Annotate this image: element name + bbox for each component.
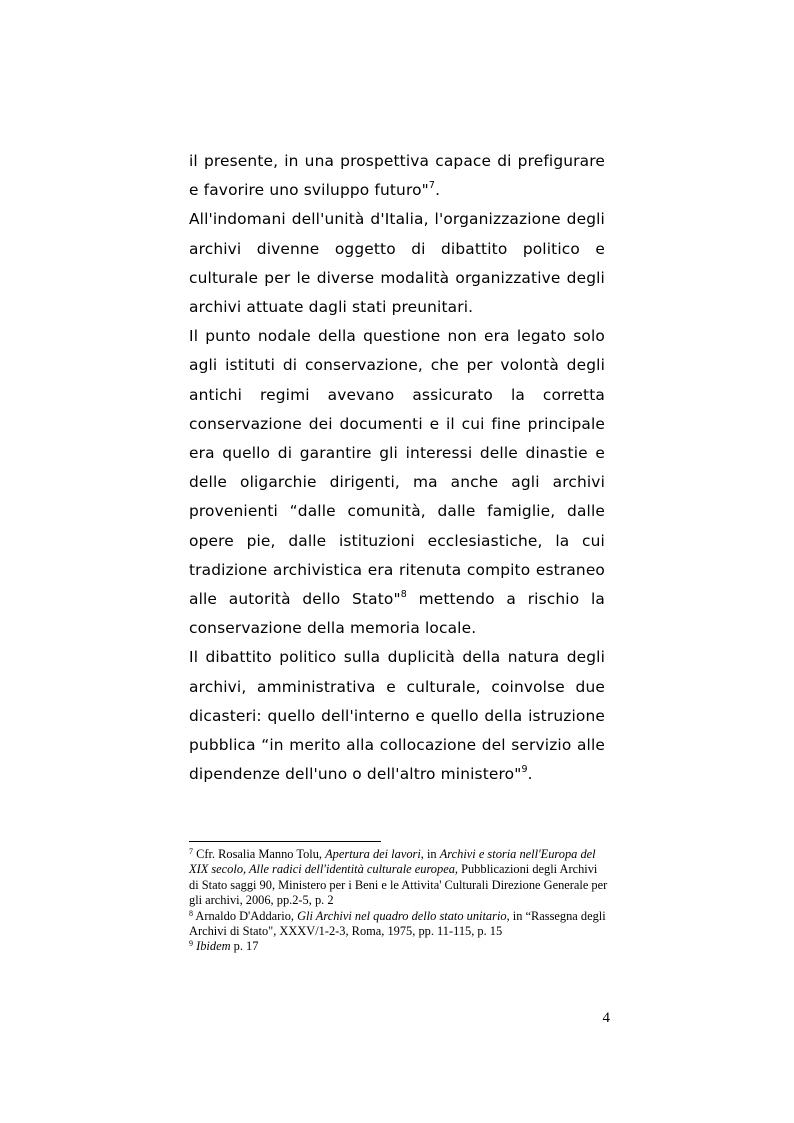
paragraph-text: . (527, 765, 533, 784)
footnote-text: Cfr. Rosalia Manno Tolu, (193, 847, 326, 861)
footnote-text: , in (420, 847, 440, 861)
footnote (189, 939, 609, 954)
paragraph (189, 205, 605, 322)
footnote-text: Pubblicazioni degli Archivi di Stato saggi 90, Ministero per i Beni e le Attivita' Culturali Direzione Generale per gli archivi, 2006, pp.2-5, p. 2 (189, 862, 608, 908)
footnote-ref: 9 (521, 764, 528, 776)
paragraph-text: . (435, 181, 441, 200)
footnote-ref: 7 (428, 180, 436, 192)
footnote-text: , in “Rassegna degli Archivi di Stato", XXXV/1-2-3, Roma, 1975, pp. 11-115, p. 15 (189, 908, 606, 939)
page-number: 4 (602, 1010, 610, 1026)
footnote-title: Gli Archivi nel quadro dello stato unitario (297, 908, 507, 923)
footnotes (189, 847, 609, 955)
paragraph-text: Il dibattito politico sulla duplicità della natura degli archivi, amministrativa e culturale, coinvolse due dicasteri: quello dell'interno e quello della istruzione pubblica “in merito alla collocazione del servizio alle dipendenze dell'uno o dell'altro ministero" (189, 648, 605, 784)
footnote-separator (189, 841, 381, 842)
footnote-number: 7 (189, 847, 193, 856)
main-text (189, 147, 605, 789)
footnote-title: Archivi e storia nell'Europa del XIX secolo, Alle radici dell'identità culturale europea, (189, 847, 596, 877)
footnote-text: Arnaldo D'Addario, (193, 908, 298, 923)
footnote-ref: 8 (400, 589, 407, 601)
paragraph-text: Il punto nodale della questione non era legato solo agli istituti di conservazione, che per volontà degli antichi regimi avevano assicurato la corretta conservazione dei documenti e il cui fine principale era quello di garantire gli interessi delle dinastie e delle oligarchie dirigenti, ma anche agli archivi provenienti “dalle comunità, dalle famiglie, dalle opere pie, dalle istituzioni ecclesiastiche, la cui tradizione archivistica era ritenuta compito estraneo alle autorità dello Stato" (189, 327, 605, 609)
paragraph (189, 147, 605, 205)
paragraph (189, 643, 605, 789)
footnote (189, 847, 609, 909)
paragraph (189, 322, 605, 643)
footnote-title: Ibidem (196, 939, 231, 954)
paragraph-text: All'indomani dell'unità d'Italia, l'organizzazione degli archivi divenne oggetto di dibattito politico e culturale per le diverse modalità organizzative degli archivi attuate dagli stati preunitari. (189, 210, 605, 317)
footnote-text: p. 17 (230, 939, 259, 954)
footnote-title: Apertura dei lavori (325, 847, 421, 861)
footnote-number: 8 (189, 908, 193, 918)
footnote-number: 9 (189, 939, 193, 949)
footnote (189, 909, 609, 940)
paragraph-text: il presente, in una prospettiva capace di prefigurare e favorire uno sviluppo futuro" (189, 152, 605, 200)
paragraph-text: mettendo a rischio la conservazione della memoria locale. (189, 590, 605, 638)
